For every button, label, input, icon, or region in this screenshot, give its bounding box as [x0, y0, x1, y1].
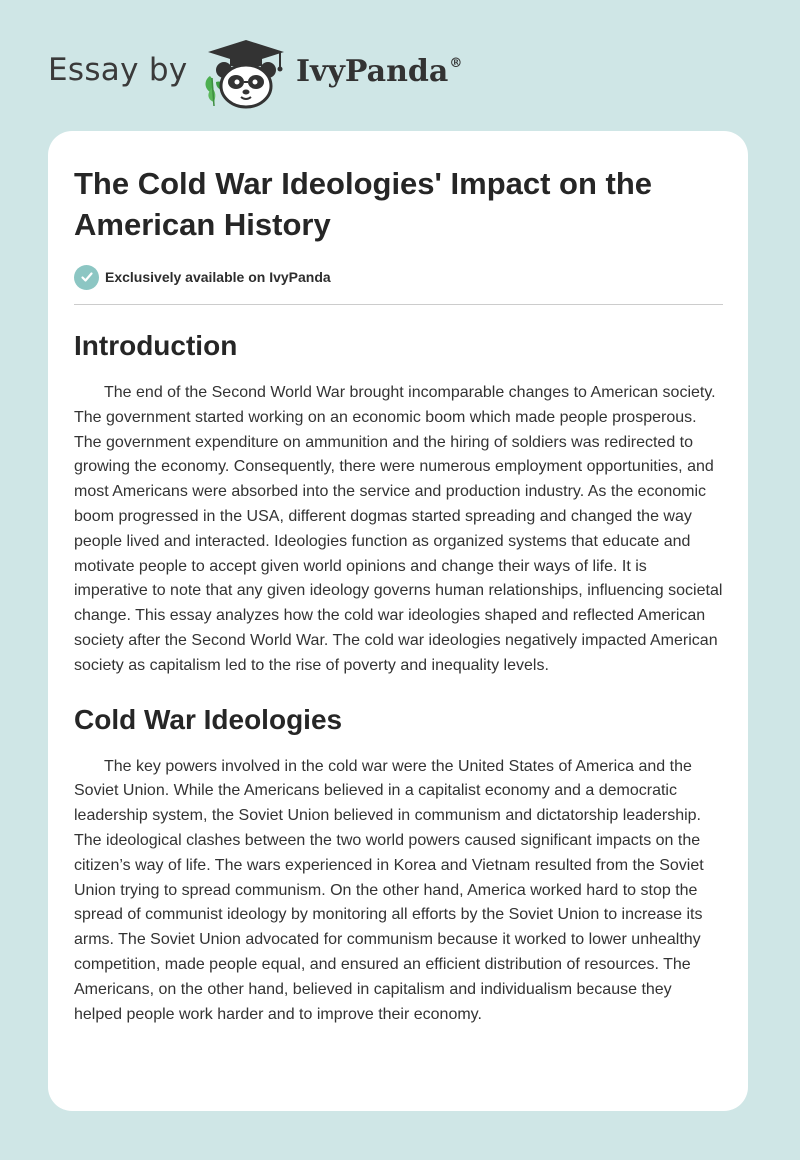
site-header [0, 0, 800, 130]
exclusive-badge [74, 264, 723, 290]
article-content [74, 163, 723, 1027]
section-paragraph-cold-war-ideologies: The key powers involved in the cold war were the United States of America and the Soviet Union. While the Americans believed in a capitalist economy and a democratic leadership system, the Soviet Union believed in communism and dictatorship leadership. The ideological clashes between the two world powers caused significant impacts on the citizen’s way of life. The wars experienced in Korea and Vietnam resulted from the Soviet Union trying to spread communism. On the other hand, America worked hard to stop the spread of communist ideology by monitoring all efforts by the Soviet Union to increase its arms. The Soviet Union advocated for communism because it worked to lower unhealthy competition, made people equal, and ensured an efficient distribution of resources. The Americans, on the other hand, believed in capitalism and individualism because they helped people work harder and to improve their economy. [74, 757, 704, 1023]
brand-logo[interactable]: IvyPanda® [296, 54, 463, 89]
brand-prefix: Essay by [48, 52, 188, 88]
section-paragraph-introduction: The end of the Second World War brought incomparable changes to American society. The government started working on an economic boom which made people prosperous. The government expenditure on ammunition and the hiring of soldiers was redirected to growing the economy. Consequently, there were numerous employment opportunities, and most Americans were absorbed into the service and production industry. As the economic boom progressed in the USA, different dogmas started spreading and changed the way people lived and interacted. Ideologies function as organized systems that educate and motivate people to accept given world opinions and change their ways of life. It is imperative to note that any given ideology governs human relationships, influencing societal change. This essay analyzes how the cold war ideologies shaped and reflected American society after the Second World War. The cold war ideologies negatively impacted American society as capitalism led to the rise of poverty and inequality levels. [74, 384, 723, 674]
article-card [48, 131, 748, 1111]
panda-graduate-icon[interactable] [200, 36, 290, 110]
article-title: The Cold War Ideologies' Impact on the American History [74, 166, 653, 242]
section-heading-cold-war-ideologies: Cold War Ideologies [74, 703, 343, 735]
check-circle-icon [74, 265, 99, 290]
section-heading-introduction: Introduction [74, 330, 238, 361]
exclusive-label: Exclusively available on IvyPanda [105, 269, 331, 285]
divider [74, 304, 723, 305]
